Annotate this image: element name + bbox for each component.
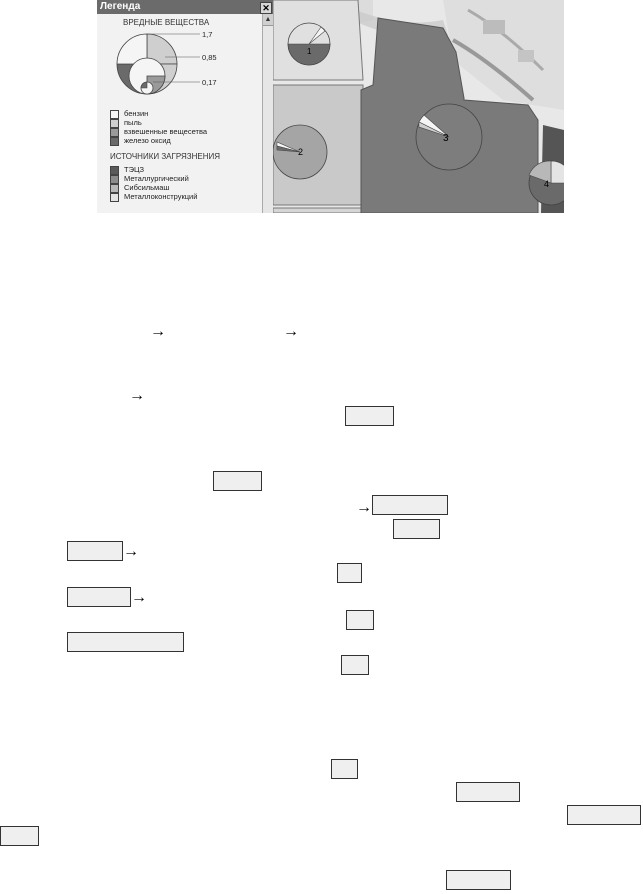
scale-label-mid: 0,85 [202,53,217,62]
blank-box [213,471,262,491]
swatch-benzin [110,110,119,119]
legend-item: Металлоконструкций [124,192,198,201]
legend-item: Сибсильмаш [124,183,170,192]
legend-item: ТЭЦЗ [124,165,145,174]
pollution-sources-header: ИСТОЧНИКИ ЗАГРЯЗНЕНИЯ [110,152,221,161]
blank-box [372,495,448,515]
source-pie-1[interactable] [288,23,330,65]
swatch-metalconstr [110,193,119,202]
arrow-icon: → [129,387,145,404]
legend-panel [97,0,274,213]
legend-item: Металлургический [124,174,189,183]
blank-box [345,406,394,426]
legend-item: железо оксид [124,136,171,145]
arrow-icon: → [123,543,139,560]
blank-box [67,587,131,607]
scale-label-max: 1,7 [202,30,213,39]
swatch-sibselmash [110,184,119,193]
source-pie-3[interactable] [416,104,482,170]
swatch-iron-oxide [110,137,119,146]
swatch-suspended [110,128,119,137]
svg-text:4: 4 [544,179,550,189]
arrow-icon: → [283,323,299,340]
harmful-substances-header: ВРЕДНЫЕ ВЕЩЕСТВА [123,18,210,27]
size-legend-symbol [107,28,262,106]
svg-text:2: 2 [298,147,304,157]
legend-title: Легенда [100,1,141,12]
blank-box [67,632,184,652]
arrow-icon: → [131,589,147,606]
blank-box [337,563,362,583]
swatch-tec3 [110,166,119,175]
map-view[interactable] [273,0,564,213]
svg-text:1: 1 [307,47,312,56]
blank-box [446,870,511,890]
gis-screenshot [97,0,564,213]
swatch-metallurg [110,175,119,184]
source-pie-2[interactable] [273,125,327,179]
legend-item: бензин [124,109,149,118]
scroll-up-icon[interactable]: ▲ [263,14,273,26]
blank-box [331,759,358,779]
blank-box [393,519,440,539]
legend-item: пыль [124,118,142,127]
close-icon[interactable]: ✕ [260,2,272,14]
blank-box [341,655,369,675]
blank-box [456,782,520,802]
swatch-dust [110,119,119,128]
arrow-icon: → [356,499,372,516]
blank-box [67,541,123,561]
scale-label-min: 0,17 [202,78,217,87]
blank-box [0,826,39,846]
blank-box [567,805,641,825]
svg-text:3: 3 [443,133,449,144]
legend-item: взвешенные вещесетва [124,127,208,136]
legend-titlebar[interactable] [97,0,273,14]
arrow-icon: → [150,323,166,340]
blank-box [346,610,374,630]
